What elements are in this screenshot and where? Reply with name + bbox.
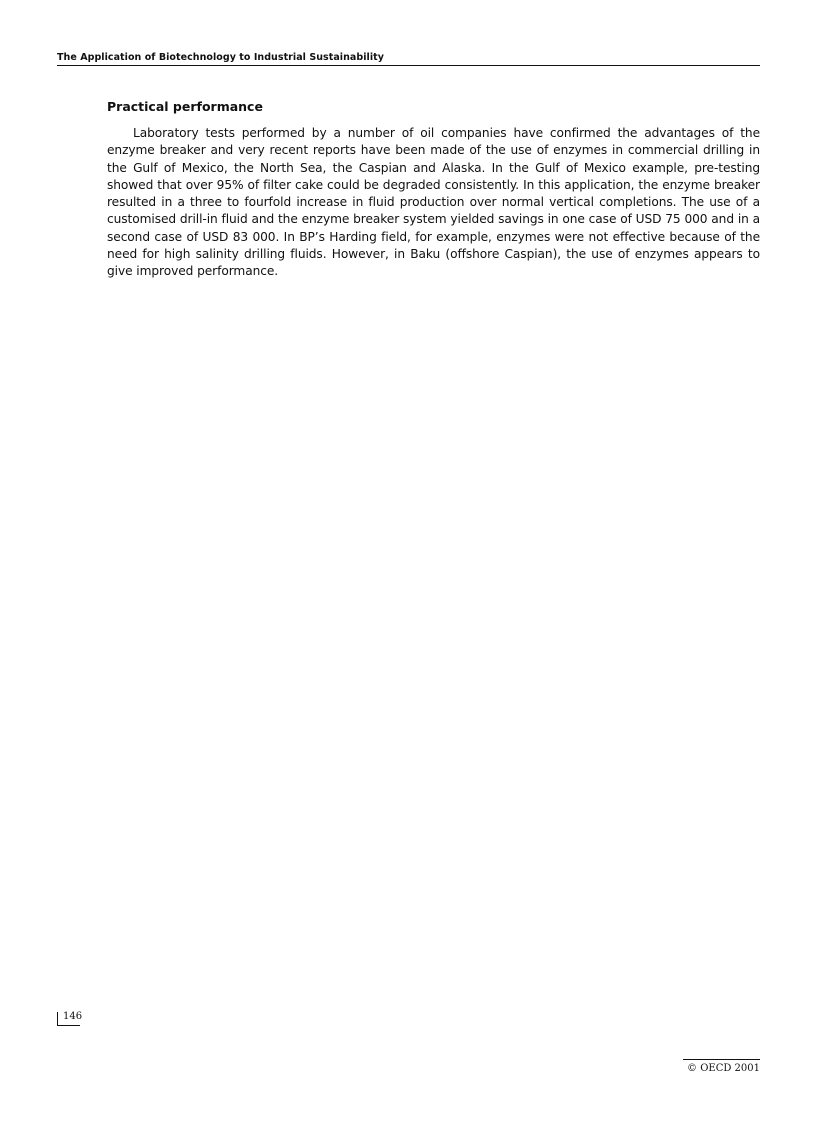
body-paragraph: Laboratory tests performed by a number of oil companies have confirmed the advantages of the enzyme breaker and very recent reports have been made of the use of enzymes in commercial drilling in the Gulf of Mexico, the North Sea, the Caspian and Alaska. In the Gulf of Mexico example, pre-testing showed that over 95% of filter cake could be degraded consistently. In this application, the enzyme breaker resulted in a three to fourfold increase in fluid production over normal vertical completions. The use of a customised drill-in fluid and the enzyme breaker system yielded savings in one case of USD 75 000 and in a second case of USD 83 000. In BP’s Harding field, for example, enzymes were not effective because of the need for high salinity drilling fluids. However, in Baku (offshore Caspian), the use of enzymes appears to give improved performance. [107, 126, 760, 279]
header-rule [57, 65, 760, 66]
running-header-title: The Application of Biotechnology to Industrial Sustainability [57, 52, 384, 63]
section-heading: Practical performance [107, 99, 263, 114]
copyright-notice: © OECD 2001 [687, 1063, 760, 1074]
footer-rule [683, 1059, 760, 1060]
page-number: 146 [63, 1011, 83, 1022]
